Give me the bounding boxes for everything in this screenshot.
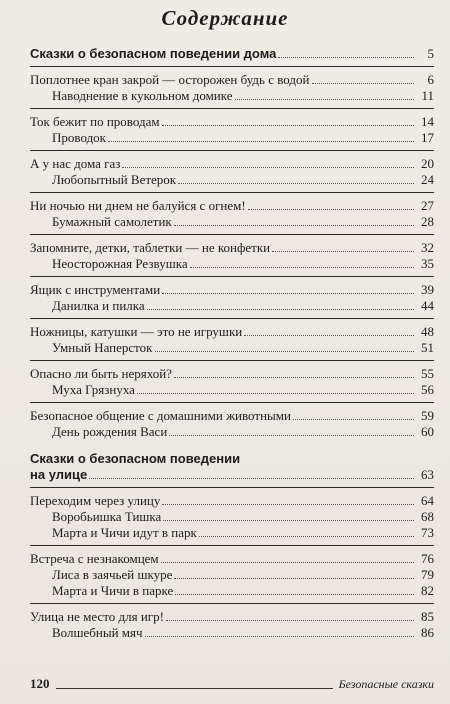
entry-title: Опасно ли быть неряхой? [30,366,172,381]
entry-page: 85 [421,609,434,624]
entry-title: Лиса в заячьей шкуре [52,567,173,582]
entry-page: 76 [421,551,434,566]
entry-title: Запомните, детки, таблетки — не конфетки [30,240,271,255]
dot-leader [190,267,414,268]
dot-leader [178,183,414,184]
dot-leader [163,520,414,521]
entry-title: Марта и Чичи в парке [52,583,174,598]
toc-subentry [30,214,434,230]
entry-page: 28 [421,214,434,229]
dot-leader [293,419,414,420]
toc-entry [30,609,434,625]
toc-subentry [30,340,434,356]
entry-title: Ни ночью ни днем не балуйся с огнем! [30,198,246,213]
section-rule [30,603,434,604]
entry-title: Переходим через улицу [30,493,161,508]
toc-subentry [30,583,434,599]
entry-page: 44 [421,298,434,313]
section-gap [30,440,434,450]
entry-page: 56 [421,382,434,397]
toc-subentry [30,625,434,641]
toc-entry [30,240,434,256]
entry-page: 20 [421,156,434,171]
entry-page: 32 [421,240,434,255]
page-title: Содержание [161,6,289,30]
entry-page: 63 [421,467,434,482]
entry-title: Улица не место для игр! [30,609,164,624]
dot-leader [199,536,414,537]
entry-page: 39 [421,282,434,297]
toc-subentry [30,509,434,525]
section-rule [30,234,434,235]
dot-leader [175,594,414,595]
toc-entry [30,551,434,567]
dot-leader [162,293,414,294]
entry-page: 17 [421,130,434,145]
dot-leader [162,504,414,505]
entry-page: 35 [421,256,434,271]
dot-leader [174,377,414,378]
running-title: Безопасные сказки [338,677,434,691]
toc-entry [30,408,434,424]
section-rule [30,66,434,67]
section-rule [30,150,434,151]
entry-page: 51 [421,340,434,355]
dot-leader [174,578,414,579]
toc-subentry [30,567,434,583]
dot-leader [248,209,414,210]
entry-page: 11 [421,88,434,103]
entry-title: Марта и Чичи идут в парк [52,525,197,540]
toc-entry [30,156,434,172]
dot-leader [137,393,414,394]
dot-leader [162,125,414,126]
dot-leader [122,167,414,168]
dot-leader [235,99,414,100]
toc-entry [30,493,434,509]
entry-page: 60 [421,424,434,439]
page-footer [30,676,434,692]
entry-page: 6 [427,72,434,87]
entry-title: Любопытный Ветерок [52,172,177,187]
entry-title: Воробьишка Тишка [52,509,162,524]
entry-page: 68 [421,509,434,524]
entry-page: 27 [421,198,434,213]
toc-entry [30,198,434,214]
toc-subentry [30,424,434,440]
entry-title: Безопасное общение с домашними животными [30,408,291,423]
entry-page: 64 [421,493,434,508]
entry-title: на улице [30,467,88,482]
section-rule [30,192,434,193]
entry-page: 5 [427,46,434,61]
table-of-contents [30,46,434,641]
toc-subentry [30,298,434,314]
dot-leader [244,335,414,336]
entry-title: Бумажный самолетик [52,214,172,229]
section-rule [30,276,434,277]
entry-title: Поплотнее кран закрой — осторожен будь с водой [30,72,310,87]
entry-page: 48 [421,324,434,339]
section-heading-line: Сказки о безопасном поведении [30,451,241,466]
dot-leader [312,83,415,84]
toc-entry [30,324,434,340]
entry-page: 59 [421,408,434,423]
entry-title: Муха Грязнуха [52,382,135,397]
entry-title: А у нас дома газ [30,156,121,171]
entry-title: Данилка и пилка [52,298,145,313]
dot-leader [174,225,414,226]
entry-title: Проводок [52,130,106,145]
toc-subentry [30,382,434,398]
section-rule [30,108,434,109]
toc-subentry [30,256,434,272]
dot-leader [169,435,414,436]
dot-leader [155,351,415,352]
entry-title: Волшебный мяч [52,625,143,640]
section-rule [30,360,434,361]
section-rule [30,402,434,403]
entry-page: 82 [421,583,434,598]
dot-leader [89,478,414,479]
entry-page: 86 [421,625,434,640]
toc-subentry [30,172,434,188]
entry-title: Встреча с незнакомцем [30,551,159,566]
entry-title: Ток бежит по проводам [30,114,160,129]
entry-title: Сказки о безопасном поведении дома [30,46,277,61]
toc-entry [30,282,434,298]
toc-subentry [30,525,434,541]
toc-subentry [30,88,434,104]
dot-leader [147,309,414,310]
dot-leader [161,562,414,563]
entry-title: Умный Наперсток [52,340,153,355]
entry-page: 14 [421,114,434,129]
entry-page: 73 [421,525,434,540]
page-number: 120 [30,676,50,691]
entry-title: Ножницы, катушки — это не игрушки [30,324,243,339]
entry-title: Наводнение в кукольном домике [52,88,233,103]
footer-rule [56,688,333,689]
entry-title: День рождения Васи [52,424,168,439]
entry-title: Неосторожная Резвушка [52,256,188,271]
toc-entry [30,366,434,382]
entry-title: Ящик с инструментами [30,282,161,297]
toc-subentry [30,130,434,146]
section-rule [30,545,434,546]
entry-page: 55 [421,366,434,381]
section-rule [30,487,434,488]
toc-entry [30,72,434,88]
section-heading [30,46,434,62]
section-rule [30,318,434,319]
dot-leader [145,636,414,637]
dot-leader [108,141,414,142]
dot-leader [278,57,414,58]
entry-page: 24 [421,172,434,187]
toc-entry [30,114,434,130]
dot-leader [272,251,414,252]
entry-page: 79 [421,567,434,582]
section-heading [30,467,434,483]
dot-leader [166,620,414,621]
